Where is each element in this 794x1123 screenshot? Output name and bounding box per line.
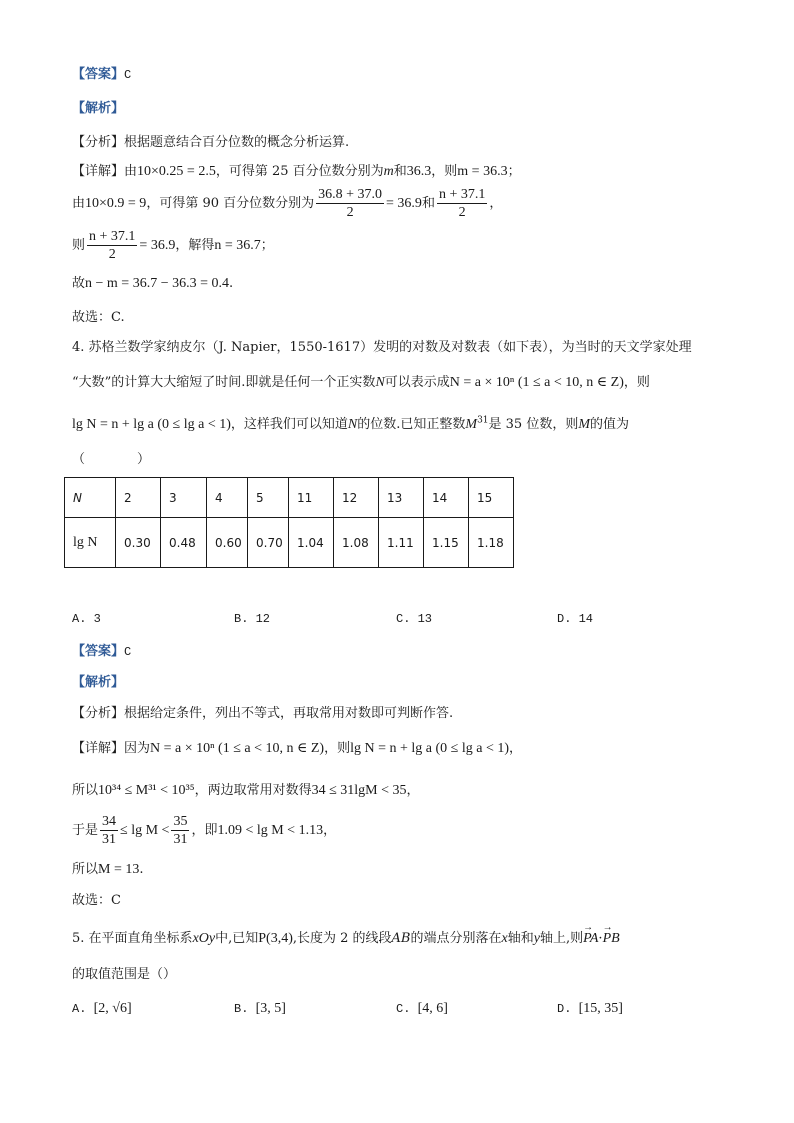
stem-text: 苏格兰数学家纳皮尔（J. Napier，1550-1617）发明的对数及对数表（如下表），为当时的天文学家处理 xyxy=(88,340,692,355)
q4-detail-line-3 xyxy=(72,813,336,849)
text: ,长度为 2 的线段 xyxy=(292,931,392,946)
q4-answer-line xyxy=(72,643,131,661)
math: n = 36.7 xyxy=(214,238,261,253)
text: ，这样我们可以知道 xyxy=(230,417,348,432)
text: 和 xyxy=(393,164,407,179)
math: 36.3 xyxy=(406,164,432,179)
q4-detail-line-4 xyxy=(72,861,144,879)
q3-analysis-tag xyxy=(72,100,124,118)
text: ，则 xyxy=(324,741,351,756)
text: 由 xyxy=(72,196,86,211)
text: ，则 xyxy=(431,164,458,179)
q4-stem-line-2 xyxy=(72,374,650,392)
fenxi-tag: 【分析】 xyxy=(72,706,125,721)
vector-pa: → PA xyxy=(583,930,598,948)
math: lg N = n + lg a (0 ≤ lg a < 1) xyxy=(350,741,510,756)
text: “大数”的计算大大缩短了时间.即就是任何一个正实数 xyxy=(72,375,376,390)
text: 轴上,则 xyxy=(539,931,584,946)
q4-detail-line-2 xyxy=(72,782,420,800)
q5-option-b: B. [3, 5] xyxy=(234,1001,286,1016)
math: N = a × 10ⁿ (1 ≤ a < 10, n ∈ Z) xyxy=(150,741,325,756)
math: M xyxy=(465,417,478,432)
dot-product: · xyxy=(598,931,603,946)
fraction: $\frac{35}{31}$ xyxy=(173,814,188,847)
answer-tag: 【答案】 xyxy=(72,67,125,82)
q4-option-a: A. 3 xyxy=(72,612,101,626)
table-row xyxy=(65,518,514,568)
table-cell: 11 xyxy=(289,478,334,518)
q4-detail-line-1 xyxy=(72,740,522,758)
text: 的端点分别落在 xyxy=(410,931,502,946)
text: 所以 xyxy=(72,862,99,877)
table-cell: 4 xyxy=(207,478,248,518)
fraction: $\frac{n + 37.1}{2}$ xyxy=(438,187,486,220)
math: M = 13 xyxy=(98,862,140,877)
table-cell: 2 xyxy=(116,478,161,518)
math: = 36.9 xyxy=(386,196,422,211)
q5-option-c: C. [4, 6] xyxy=(396,1001,448,1016)
text: 中,已知 xyxy=(215,931,259,946)
math: AB xyxy=(391,931,411,946)
math: M xyxy=(578,417,591,432)
fenxi-text: 根据给定条件，列出不等式，再取常用对数即可判断作答. xyxy=(124,706,454,721)
q3-detail-line-4 xyxy=(72,275,233,293)
q4-option-b: B. 12 xyxy=(234,612,271,626)
text: ； xyxy=(260,238,274,253)
xiangjie-tag: 【详解】 xyxy=(72,164,125,179)
math: = 36.9 xyxy=(139,238,176,253)
fraction: $\frac{36.8 + 37.0}{2}$ xyxy=(318,187,383,220)
table-cell: 1.15 xyxy=(424,518,469,568)
text: ，解得 xyxy=(175,238,215,253)
fraction: $\frac{n + 37.1}{2}$ xyxy=(89,229,136,262)
analysis-tag: 【解析】 xyxy=(72,101,125,116)
math: y xyxy=(533,931,540,946)
math: 10³⁴ ≤ M³¹ < 10³⁵ xyxy=(98,783,195,798)
math: m = 36.3 xyxy=(457,164,508,179)
question-number: 5. xyxy=(72,931,85,946)
table-row xyxy=(65,478,514,518)
exponent: 31 xyxy=(477,415,489,426)
table-cell: 3 xyxy=(161,478,207,518)
stem-text: 的取值范围是（） xyxy=(72,967,177,982)
q5-option-d: D. [15, 35] xyxy=(557,1001,623,1016)
xiangjie-tag: 【详解】 xyxy=(72,741,125,756)
text: 的位数.已知正整数 xyxy=(357,417,466,432)
text: ， xyxy=(509,741,523,756)
table-cell: N xyxy=(65,478,116,518)
q3-choose xyxy=(72,309,125,327)
text: . xyxy=(139,862,144,877)
text: 可以表示成 xyxy=(384,375,450,390)
answer-value: C xyxy=(124,68,132,82)
question-number: 4. xyxy=(72,340,85,355)
fenxi-tag: 【分析】 xyxy=(72,135,125,150)
text: ， xyxy=(323,823,337,838)
text: ，两边取常用对数得 xyxy=(194,783,312,798)
text: ，可得第 90 百分位数分别为 xyxy=(146,196,315,211)
table-cell: 1.08 xyxy=(334,518,379,568)
math: m xyxy=(383,164,394,179)
answer-tag: 【答案】 xyxy=(72,644,125,659)
q4-fenxi-line xyxy=(72,705,453,723)
math: N xyxy=(347,417,358,432)
table-cell: 1.18 xyxy=(469,518,514,568)
math: x xyxy=(501,931,508,946)
table-cell: 0.30 xyxy=(116,518,161,568)
text: 于是 xyxy=(72,823,99,838)
q4-option-c: C. 13 xyxy=(396,612,433,626)
math: 10×0.25 = 2.5 xyxy=(137,164,216,179)
table-cell: 5 xyxy=(248,478,289,518)
text: 轴和 xyxy=(507,931,534,946)
answer-value: C xyxy=(124,645,132,659)
table-cell: 1.04 xyxy=(289,518,334,568)
table-cell: lg N xyxy=(65,518,116,568)
text: ，可得第 25 百分位数分别为 xyxy=(215,164,384,179)
analysis-tag: 【解析】 xyxy=(72,675,125,690)
text: 和 xyxy=(421,196,435,211)
fenxi-text: 根据题意结合百分位数的概念分析运算. xyxy=(124,135,350,150)
table-cell: 0.60 xyxy=(207,518,248,568)
text: 在平面直角坐标系 xyxy=(88,931,193,946)
q4-paren xyxy=(72,451,150,469)
fraction: $\frac{34}{31}$ xyxy=(102,814,117,847)
math: n − m = 36.7 − 36.3 = 0.4 xyxy=(85,276,229,291)
table-cell: 13 xyxy=(379,478,424,518)
q4-option-d: D. 14 xyxy=(557,612,594,626)
table-cell: 0.70 xyxy=(248,518,289,568)
q3-detail-line-3 xyxy=(72,228,274,264)
q3-fenxi-line xyxy=(72,134,349,152)
text: . xyxy=(229,276,234,291)
text: 故 xyxy=(72,276,86,291)
q4-stem-line-1 xyxy=(72,339,692,357)
text: 则 xyxy=(72,238,86,253)
vector-pb: → PB xyxy=(603,930,620,948)
math: 10×0.9 = 9 xyxy=(85,196,147,211)
answer-blank: （ ） xyxy=(72,452,151,467)
table-cell: 15 xyxy=(469,478,514,518)
text: ， xyxy=(489,196,503,211)
text: ； xyxy=(507,164,521,179)
text: 的值为 xyxy=(590,417,630,432)
text: 因为 xyxy=(124,741,151,756)
text: 是 35 位数，则 xyxy=(488,417,579,432)
text: ，即 xyxy=(191,823,218,838)
q4-analysis-tag xyxy=(72,674,124,692)
text: ，则 xyxy=(623,375,650,390)
q3-answer-line xyxy=(72,66,131,84)
math: lg N = n + lg a (0 ≤ lg a < 1) xyxy=(72,417,231,432)
math: N xyxy=(375,375,385,390)
q4-stem-line-3 xyxy=(72,416,629,434)
table-cell: 12 xyxy=(334,478,379,518)
choose-text: 故选：C. xyxy=(72,310,125,325)
text: ， xyxy=(406,783,420,798)
table-cell: 0.48 xyxy=(161,518,207,568)
q3-detail-line-2 xyxy=(72,186,502,222)
math: N = a × 10ⁿ (1 ≤ a < 10, n ∈ Z) xyxy=(449,375,624,390)
text: 所以 xyxy=(72,783,99,798)
q3-detail-line-1 xyxy=(72,163,521,181)
log-table xyxy=(64,477,514,568)
math: 1.09 < lg M < 1.13 xyxy=(217,823,324,838)
math: xOy xyxy=(192,931,216,946)
table-cell: 1.11 xyxy=(379,518,424,568)
q5-stem-line-1 xyxy=(72,930,620,948)
choose-text: 故选：C xyxy=(72,893,121,908)
math: P(3,4) xyxy=(258,931,293,946)
q4-choose xyxy=(72,892,121,910)
math: 34 ≤ 31lgM < 35 xyxy=(311,783,407,798)
q5-option-a: A. [2, √6] xyxy=(72,1001,132,1016)
text: 由 xyxy=(124,164,138,179)
table-cell: 14 xyxy=(424,478,469,518)
math: ≤ lg M < xyxy=(120,823,170,838)
q5-stem-line-2 xyxy=(72,966,176,984)
